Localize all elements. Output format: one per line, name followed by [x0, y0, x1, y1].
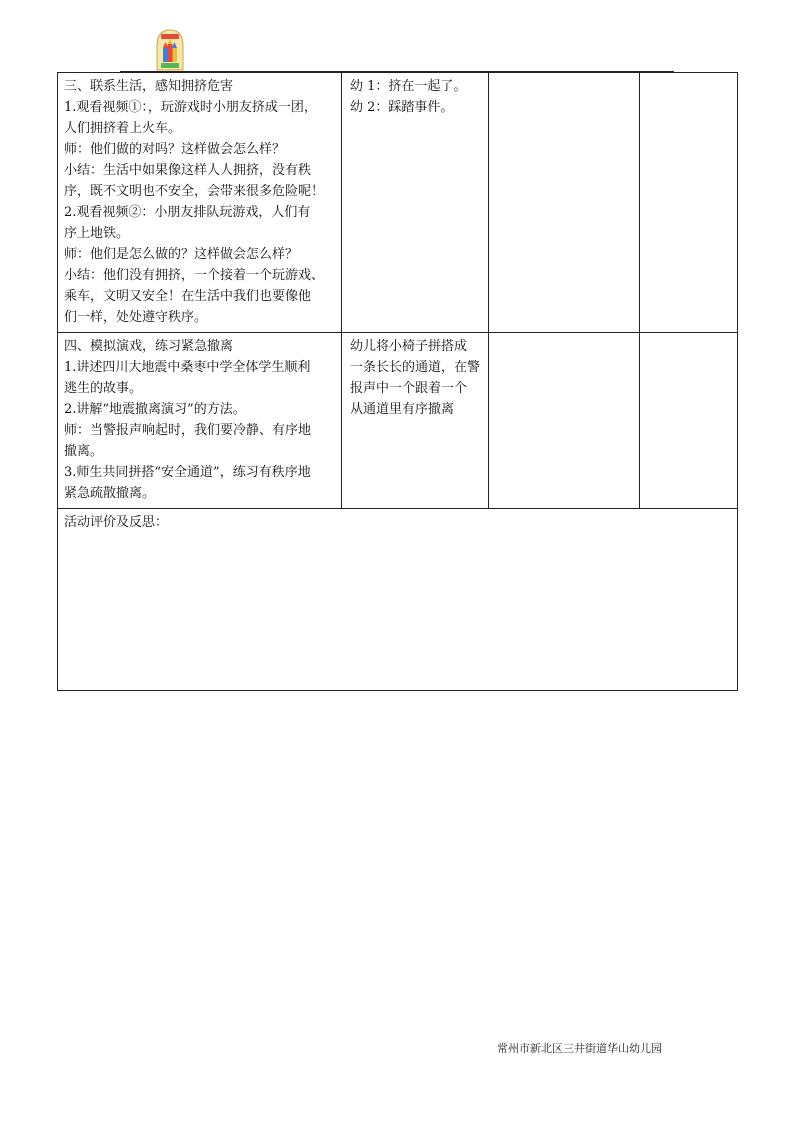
response-cell	[342, 73, 489, 333]
table-row	[58, 509, 738, 691]
process-line: 们一样，处处遵守秩序。	[64, 310, 208, 325]
process-line: 师：他们是怎么做的？这样做会怎么样？	[64, 247, 299, 262]
empty-cell	[489, 73, 640, 333]
response-line: 幼 1：挤在一起了。	[350, 79, 467, 94]
response-line: 一条长长的通道，在警	[350, 360, 481, 375]
process-cell	[58, 73, 342, 333]
process-line: 小结：他们没有拥挤，一个接着一个玩游戏、	[64, 268, 325, 283]
empty-cell	[640, 333, 738, 509]
response-line: 报声中一个跟着一个	[350, 381, 468, 396]
process-line: 三、联系生活，感知拥挤危害	[64, 79, 234, 94]
process-line: 紧急疏散撤离。	[64, 486, 156, 501]
process-line: 师：当警报声响起时，我们要冷静、有序地	[64, 423, 312, 438]
reflection-label: 活动评价及反思：	[64, 515, 169, 530]
empty-cell	[640, 73, 738, 333]
process-line: 序，既不文明也不安全，会带来很多危险呢！	[64, 184, 325, 199]
table-row	[58, 333, 738, 509]
process-line: 1.讲述四川大地震中桑枣中学全体学生顺利	[64, 360, 311, 375]
process-line: 撤离。	[64, 444, 104, 459]
empty-cell	[489, 333, 640, 509]
response-line: 幼 2：踩踏事件。	[350, 100, 454, 115]
process-line: 2.观看视频②：小朋友排队玩游戏，人们有	[64, 205, 311, 220]
footer-school-name: 常州市新北区三井街道华山幼儿园	[497, 1042, 662, 1055]
table-row	[58, 73, 738, 333]
process-line: 小结：生活中如果像这样人人拥挤，没有秩	[64, 163, 312, 178]
process-line: 人们拥挤着上火车。	[64, 121, 182, 136]
process-line: 四、模拟演戏，练习紧急撤离	[64, 339, 234, 354]
response-line: 从通道里有序撤离	[350, 402, 455, 417]
reflection-cell	[58, 509, 738, 691]
process-line: 2.讲解“地震撤离演习”的方法。	[64, 402, 246, 417]
process-line: 乘车，文明又安全！在生活中我们也要像他	[64, 289, 312, 304]
process-cell	[58, 333, 342, 509]
kindergarten-logo	[155, 28, 185, 72]
process-line: 3.师生共同拼搭“安全通道”，练习有秩序地	[64, 465, 311, 480]
process-line: 序上地铁。	[64, 226, 130, 241]
response-cell	[342, 333, 489, 509]
process-line: 师：他们做的对吗？这样做会怎么样？	[64, 142, 286, 157]
response-line: 幼儿将小椅子拼搭成	[350, 339, 468, 354]
process-line: 逃生的故事。	[64, 381, 143, 396]
process-line: 1.观看视频①：，玩游戏时小朋友挤成一团，	[64, 100, 317, 115]
activity-plan-table	[57, 72, 738, 691]
